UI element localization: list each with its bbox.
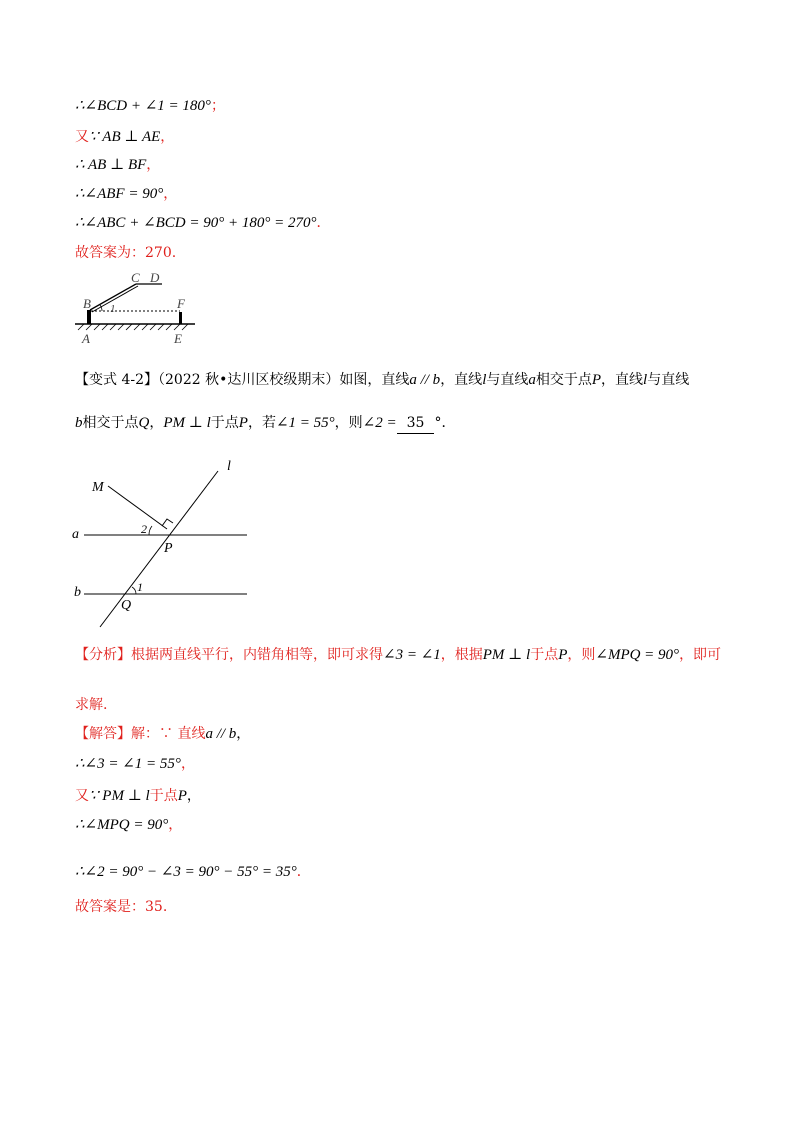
- analysis-line-1: [75, 645, 721, 665]
- punct: ，: [180, 756, 195, 772]
- analysis-tag: 【分析】: [75, 647, 131, 663]
- label-B: B: [83, 296, 91, 311]
- text: 根据两直线平行，内错角相等，即可求得: [131, 647, 383, 663]
- label-b: b: [74, 585, 81, 600]
- math: P: [177, 788, 187, 804]
- problem-line-2: [75, 413, 455, 434]
- figure-1: [70, 268, 200, 352]
- math: P: [591, 372, 602, 388]
- text: 于点: [530, 647, 559, 663]
- math: l: [482, 372, 487, 388]
- solution-answer: 故答案是：35.: [75, 899, 168, 915]
- math: ∠1 = 55°: [275, 415, 335, 431]
- equation: ∵ PM ⊥ l: [89, 788, 150, 804]
- math: b: [75, 415, 83, 431]
- solution-a-line-5: [75, 862, 311, 882]
- equation: ∴∠3 = ∠1 = 55°: [75, 756, 181, 772]
- text: 于点: [210, 415, 239, 431]
- punct: ．: [316, 215, 331, 231]
- math: ∠3 = ∠1: [383, 647, 441, 663]
- text: 与直线: [486, 372, 529, 388]
- punct: ，: [168, 817, 183, 833]
- text: °．: [434, 415, 456, 431]
- label-angle-1: 1: [137, 580, 143, 594]
- figure-2: [70, 455, 260, 639]
- math: P: [238, 415, 248, 431]
- punct: ，: [236, 726, 251, 742]
- label-Q: Q: [121, 598, 132, 613]
- text-red: 又: [75, 788, 89, 804]
- figure-1-drawing: [70, 268, 200, 348]
- solution-line-2: [75, 127, 174, 147]
- punct: ；: [210, 98, 225, 114]
- equation: ∴∠ABF = 90°: [75, 186, 164, 202]
- label-A: A: [82, 331, 90, 346]
- text: ，直线: [601, 372, 644, 388]
- text: 解：∵ 直线: [131, 726, 206, 742]
- text: ，则: [334, 415, 363, 431]
- problem-text: （2022 秋•达川区校级期末）如图，直线: [158, 372, 410, 388]
- text: ，根据: [440, 647, 483, 663]
- equation: ∴ AB ⊥ BF: [75, 157, 147, 173]
- text: ，直线: [440, 372, 483, 388]
- equation: ∴∠MPQ = 90°: [75, 817, 169, 833]
- equation: ∵ AB ⊥ AE: [89, 129, 161, 145]
- solution-line-3: [75, 155, 160, 175]
- text: 相交于点: [535, 372, 592, 388]
- math: P: [558, 647, 568, 663]
- text: 相交于点: [82, 415, 139, 431]
- math: Q: [138, 415, 150, 431]
- punct: ，: [186, 788, 201, 804]
- punct: ，: [146, 157, 161, 173]
- label-M: M: [92, 480, 104, 495]
- punct: ．: [296, 864, 311, 880]
- text: ，则: [567, 647, 596, 663]
- label-angle-2: 2: [141, 522, 147, 536]
- text: ，即可: [679, 647, 722, 663]
- text: 与直线: [647, 372, 690, 388]
- solution-a-line-2: [75, 754, 195, 774]
- solution-a-line-1: [75, 724, 250, 744]
- answer-blank: 35: [397, 413, 435, 434]
- punct: ，: [160, 129, 175, 145]
- label-a: a: [72, 527, 79, 542]
- math: PM ⊥ l: [482, 647, 531, 663]
- label-D: D: [150, 270, 160, 285]
- text-red: 又: [75, 129, 89, 145]
- label-l: l: [227, 459, 231, 474]
- equation: ∴∠ABC + ∠BCD = 90° + 180° = 270°: [75, 215, 317, 231]
- label-E: E: [174, 331, 182, 346]
- equation: ∴∠BCD + ∠1 = 180°: [75, 98, 211, 114]
- analysis-line-2: 求解.: [75, 697, 108, 713]
- solution-a-line-4: [75, 815, 182, 835]
- text: ，若: [247, 415, 276, 431]
- problem-line-1: [75, 370, 689, 390]
- problem-tag: 【变式 4-2】: [75, 372, 158, 388]
- solution-a-line-3: [75, 786, 201, 806]
- figure-2-drawing: [70, 455, 260, 635]
- punct: ，: [163, 186, 178, 202]
- math: a: [528, 372, 536, 388]
- solution-line-4: [75, 184, 177, 204]
- math: PM ⊥ l: [163, 415, 211, 431]
- math: ∠MPQ = 90°: [595, 647, 680, 663]
- label-angle-1: 1: [110, 303, 116, 315]
- text: ，: [149, 415, 164, 431]
- solution-line-1: [75, 96, 225, 116]
- math: ∠2 =: [362, 415, 397, 431]
- label-C: C: [131, 270, 140, 285]
- label-F: F: [177, 296, 185, 311]
- math: a // b: [205, 726, 237, 742]
- answer-line: 故答案为：270.: [75, 245, 177, 261]
- label-P: P: [164, 541, 173, 556]
- solution-tag: 【解答】: [75, 726, 131, 742]
- math: a // b: [409, 372, 441, 388]
- text-red: 于点: [149, 788, 178, 804]
- math: l: [643, 372, 648, 388]
- equation: ∴∠2 = 90° − ∠3 = 90° − 55° = 35°: [75, 864, 297, 880]
- solution-line-5: [75, 213, 331, 233]
